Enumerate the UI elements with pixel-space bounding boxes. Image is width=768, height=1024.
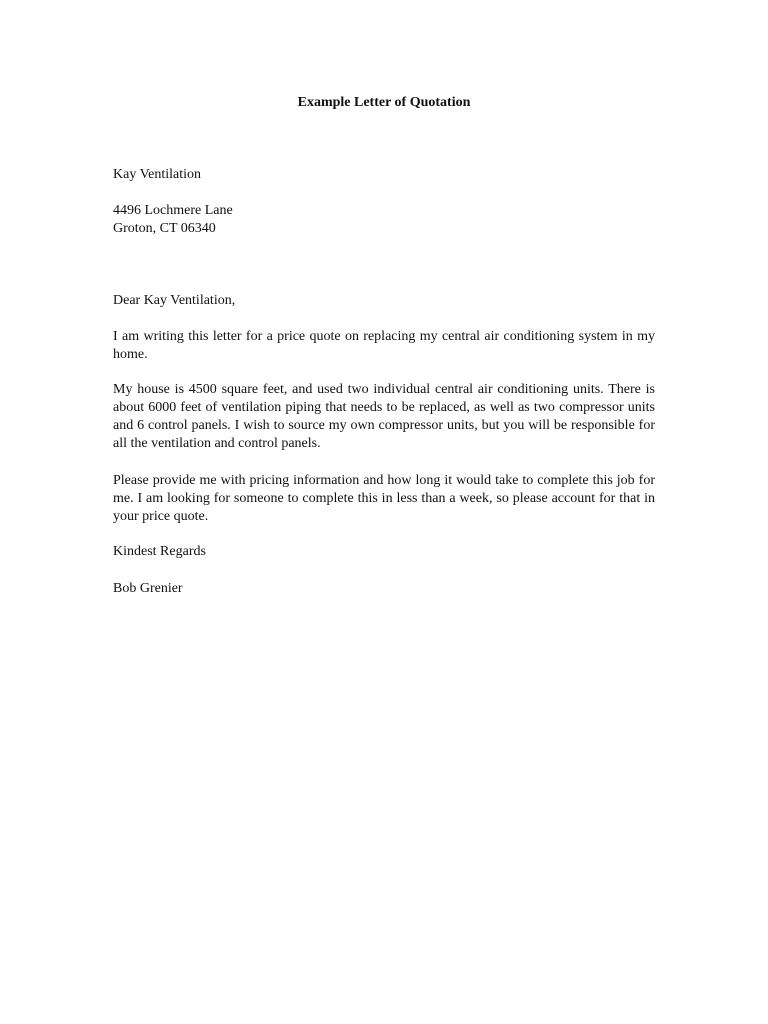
address-line-2: Groton, CT 06340 (113, 221, 216, 236)
document-title: Example Letter of Quotation (297, 95, 471, 110)
paragraph-3: Please provide me with pricing information and how long it would take to complete this job for me. I am looking for someone to complete this in less than a week, so please account for that in your price quote. (113, 473, 655, 524)
closing: Kindest Regards (113, 544, 206, 559)
recipient-name: Kay Ventilation (113, 167, 202, 182)
address-line-1: 4496 Lochmere Lane (113, 203, 233, 218)
recipient-address (113, 202, 655, 238)
signature: Bob Grenier (113, 581, 183, 596)
salutation: Dear Kay Ventilation, (113, 293, 236, 308)
paragraph-2: My house is 4500 square feet, and used two individual central air conditioning units. There is about 6000 feet of ventilation piping that needs to be replaced, as well as two compressor units and 6 control panels. I wish to source my own compressor units, but you will be responsible for all the ventilation and control panels. (113, 382, 655, 451)
paragraph-1: I am writing this letter for a price quote on replacing my central air conditioning system in my home. (113, 329, 655, 362)
